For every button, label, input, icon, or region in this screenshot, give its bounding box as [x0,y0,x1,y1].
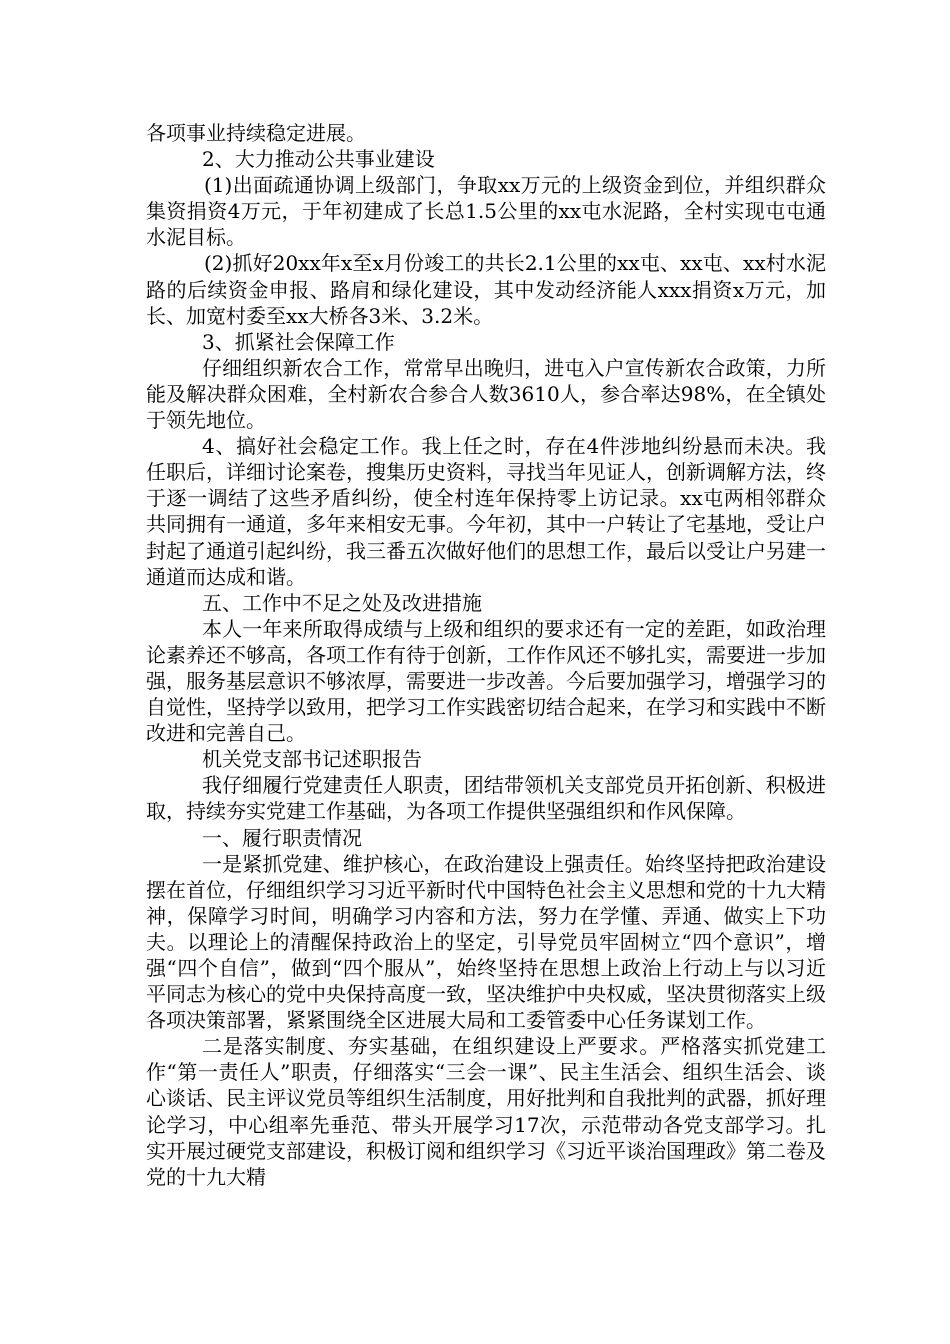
paragraph-item-1: (1)出面疏通协调上级部门，争取xx万元的上级资金到位，并组织群众集资捐资4万元，于年初建成了长总1.5公里的xx屯水泥路，全村实现屯屯通水泥目标。 [146,173,826,250]
paragraph-shortcomings: 本人一年来所取得成绩与上级和组织的要求还有一定的差距，如政治理论素养还不够高，各项工作有待于创新，工作作风还不够扎实，需要进一步加强，服务基层意识不够浓厚，需要进一步改善。今后要加强学习，增强学习的自觉性，坚持学以致用，把学习工作实践密切结合起来，在学习和实践中不断改进和完善自己。 [146,616,826,746]
report-title: 机关党支部书记述职报告 [202,747,422,772]
paragraph-intro: 我仔细履行党建责任人职责，团结带领机关支部党员开拓创新、积极进取，持续夯实党建工作基础，为各项工作提供坚强组织和作风保障。 [146,773,826,824]
heading-duties: 一、履行职责情况 [202,825,362,850]
document-body [146,120,826,1190]
paragraph-organization-building: 二是落实制度、夯实基础，在组织建设上严要求。严格落实抓党建工作“第一责任人”职责，仔细落实“三会一课”、民主生活会、组织生活会、谈心谈话、民主评议党员等组织生活制度，用好批判和自我批判的武器，抓好理论学习，中心组率先垂范、带头开展学习17次，示范带动各党支部学习。扎实开展过硬党支部建设，积极订阅和组织学习《习近平谈治国理政》第二卷及党的十九大精 [146,1034,826,1189]
paragraph-political-building: 一是紧抓党建、维护核心，在政治建设上强责任。始终坚持把政治建设摆在首位，仔细组织学习习近平新时代中国特色社会主义思想和党的十九大精神，保障学习时间，明确学习内容和方法，努力在学懂、弄通、做实上下功夫。以理论上的清醒保持政治上的坚定，引导党员牢固树立“四个意识”，增强“四个自信”，做到“四个服从”，始终坚持在思想上政治上行动上与以习近平同志为核心的党中央保持高度一致，坚决维护中央权威，坚决贯彻落实上级各项决策部署，紧紧围绕全区进展大局和工委管委中心任务谋划工作。 [146,851,826,1033]
heading-public-affairs: 2、大力推动公共事业建设 [202,147,435,172]
paragraph-item-2: (2)抓好20xx年x至x月份竣工的共长2.1公里的xx屯、xx屯、xx村水泥路的后续资金申报、路肩和绿化建设，其中发动经济能人xxx捐资x万元，加长、加宽村委至xx大桥各3米、3.2米。 [146,251,826,328]
heading-shortcomings: 五、工作中不足之处及改进措施 [202,590,482,615]
paragraph-continuation: 各项事业持续稳定进展。 [146,121,366,145]
paragraph-social-stability: 4、搞好社会稳定工作。我上任之时，存在4件涉地纠纷悬而未决。我任职后，详细讨论案卷，搜集历史资料，寻找当年见证人，创新调解方法，终于逐一调结了这些矛盾纠纷，使全村连年保持零上访记录。xx屯两相邻群众共同拥有一通道，多年来相安无事。今年初，其中一户转让了宅基地，受让户封起了通道引起纠纷，我三番五次做好他们的思想工作，最后以受让户另建一通道而达成和谐。 [146,434,826,589]
heading-social-security: 3、抓紧社会保障工作 [202,329,395,354]
paragraph-rural-cooperative: 仔细组织新农合工作，常常早出晚归，进屯入户宣传新农合政策，力所能及解决群众困难，全村新农合参合人数3610人，参合率达98%，在全镇处于领先地位。 [146,355,826,433]
